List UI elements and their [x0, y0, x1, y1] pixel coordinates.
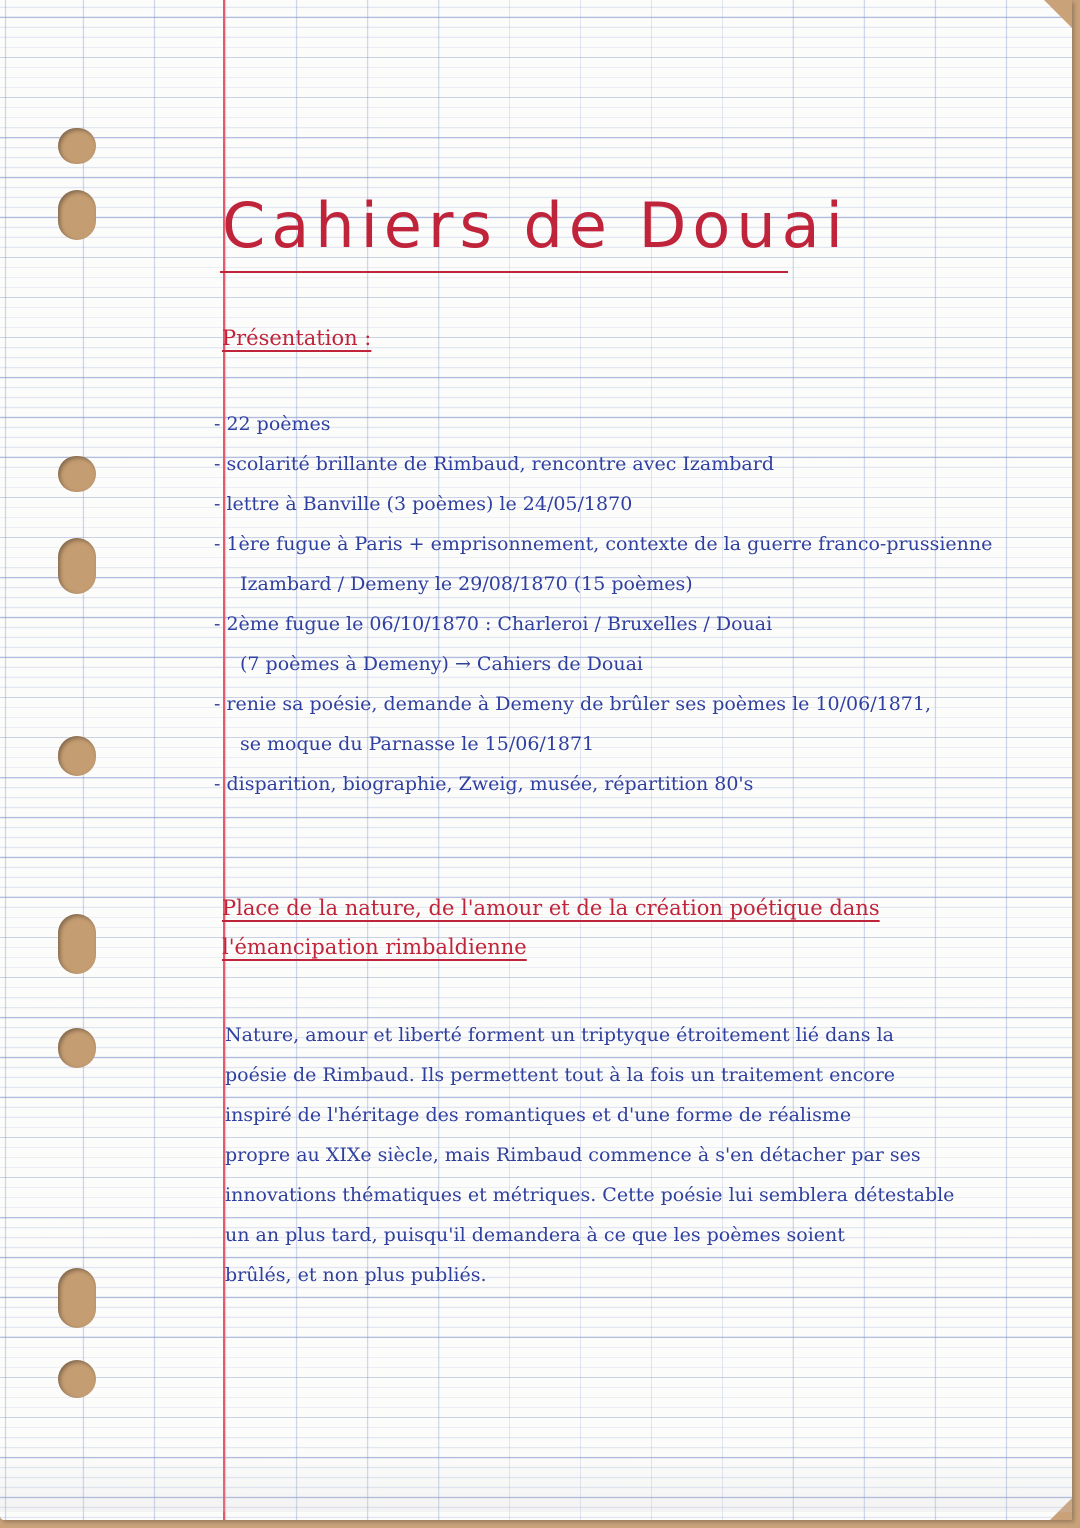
paragraph-line: Nature, amour et liberté forment un triptyque étroitement lié dans la: [225, 1024, 894, 1046]
binder-hole: [58, 914, 96, 974]
section-heading-line-2: l'émancipation rimbaldienne: [222, 935, 527, 959]
list-item: - renie sa poésie, demande à Demeny de brûler ses poèmes le 10/06/1871,: [214, 693, 932, 715]
binder-hole: [58, 456, 96, 492]
body-paragraph: [225, 1015, 1045, 1295]
list-item-continuation: Izambard / Demeny le 29/08/1870 (15 poèmes): [240, 573, 693, 595]
paragraph-line: brûlés, et non plus publiés.: [225, 1264, 487, 1286]
binder-hole: [58, 1028, 96, 1068]
list-item: - lettre à Banville (3 poèmes) le 24/05/1870: [214, 493, 633, 515]
list-item-continuation: (7 poèmes à Demeny) → Cahiers de Douai: [240, 653, 643, 675]
paragraph-line: inspiré de l'héritage des romantiques et d'une forme de réalisme: [225, 1104, 852, 1126]
list-item: - 22 poèmes: [214, 413, 331, 435]
paragraph-line: propre au XIXe siècle, mais Rimbaud commence à s'en détacher par ses: [225, 1144, 921, 1166]
binder-hole: [58, 736, 96, 776]
binder-hole: [58, 1268, 96, 1328]
presentation-heading: Présentation :: [222, 326, 372, 350]
binder-hole: [58, 1360, 96, 1398]
list-item-continuation: se moque du Parnasse le 15/06/1871: [240, 733, 595, 755]
binder-hole: [58, 128, 96, 164]
presentation-list: [214, 404, 992, 804]
list-item: - disparition, biographie, Zweig, musée, répartition 80's: [214, 773, 754, 795]
section-heading-line-1: Place de la nature, de l'amour et de la création poétique dans: [222, 896, 880, 920]
list-item: - 1ère fugue à Paris + emprisonnement, contexte de la guerre franco-prussienne: [214, 533, 993, 555]
paragraph-line: poésie de Rimbaud. Ils permettent tout à la fois un traitement encore: [225, 1064, 896, 1086]
paragraph-line: innovations thématiques et métriques. Cette poésie lui semblera détestable: [225, 1184, 955, 1206]
list-item: - 2ème fugue le 06/10/1870 : Charleroi / Bruxelles / Douai: [214, 613, 773, 635]
binder-hole: [58, 190, 96, 240]
page-corner-top-right: [1044, 0, 1072, 28]
paragraph-line: un an plus tard, puisqu'il demandera à ce que les poèmes soient: [225, 1224, 845, 1246]
page-bottom-shading: [0, 1452, 1072, 1512]
page-title: Cahiers de Douai: [222, 189, 849, 262]
list-item: - scolarité brillante de Rimbaud, rencontre avec Izambard: [214, 453, 775, 475]
binder-hole: [58, 538, 96, 594]
title-underline: [220, 271, 788, 273]
